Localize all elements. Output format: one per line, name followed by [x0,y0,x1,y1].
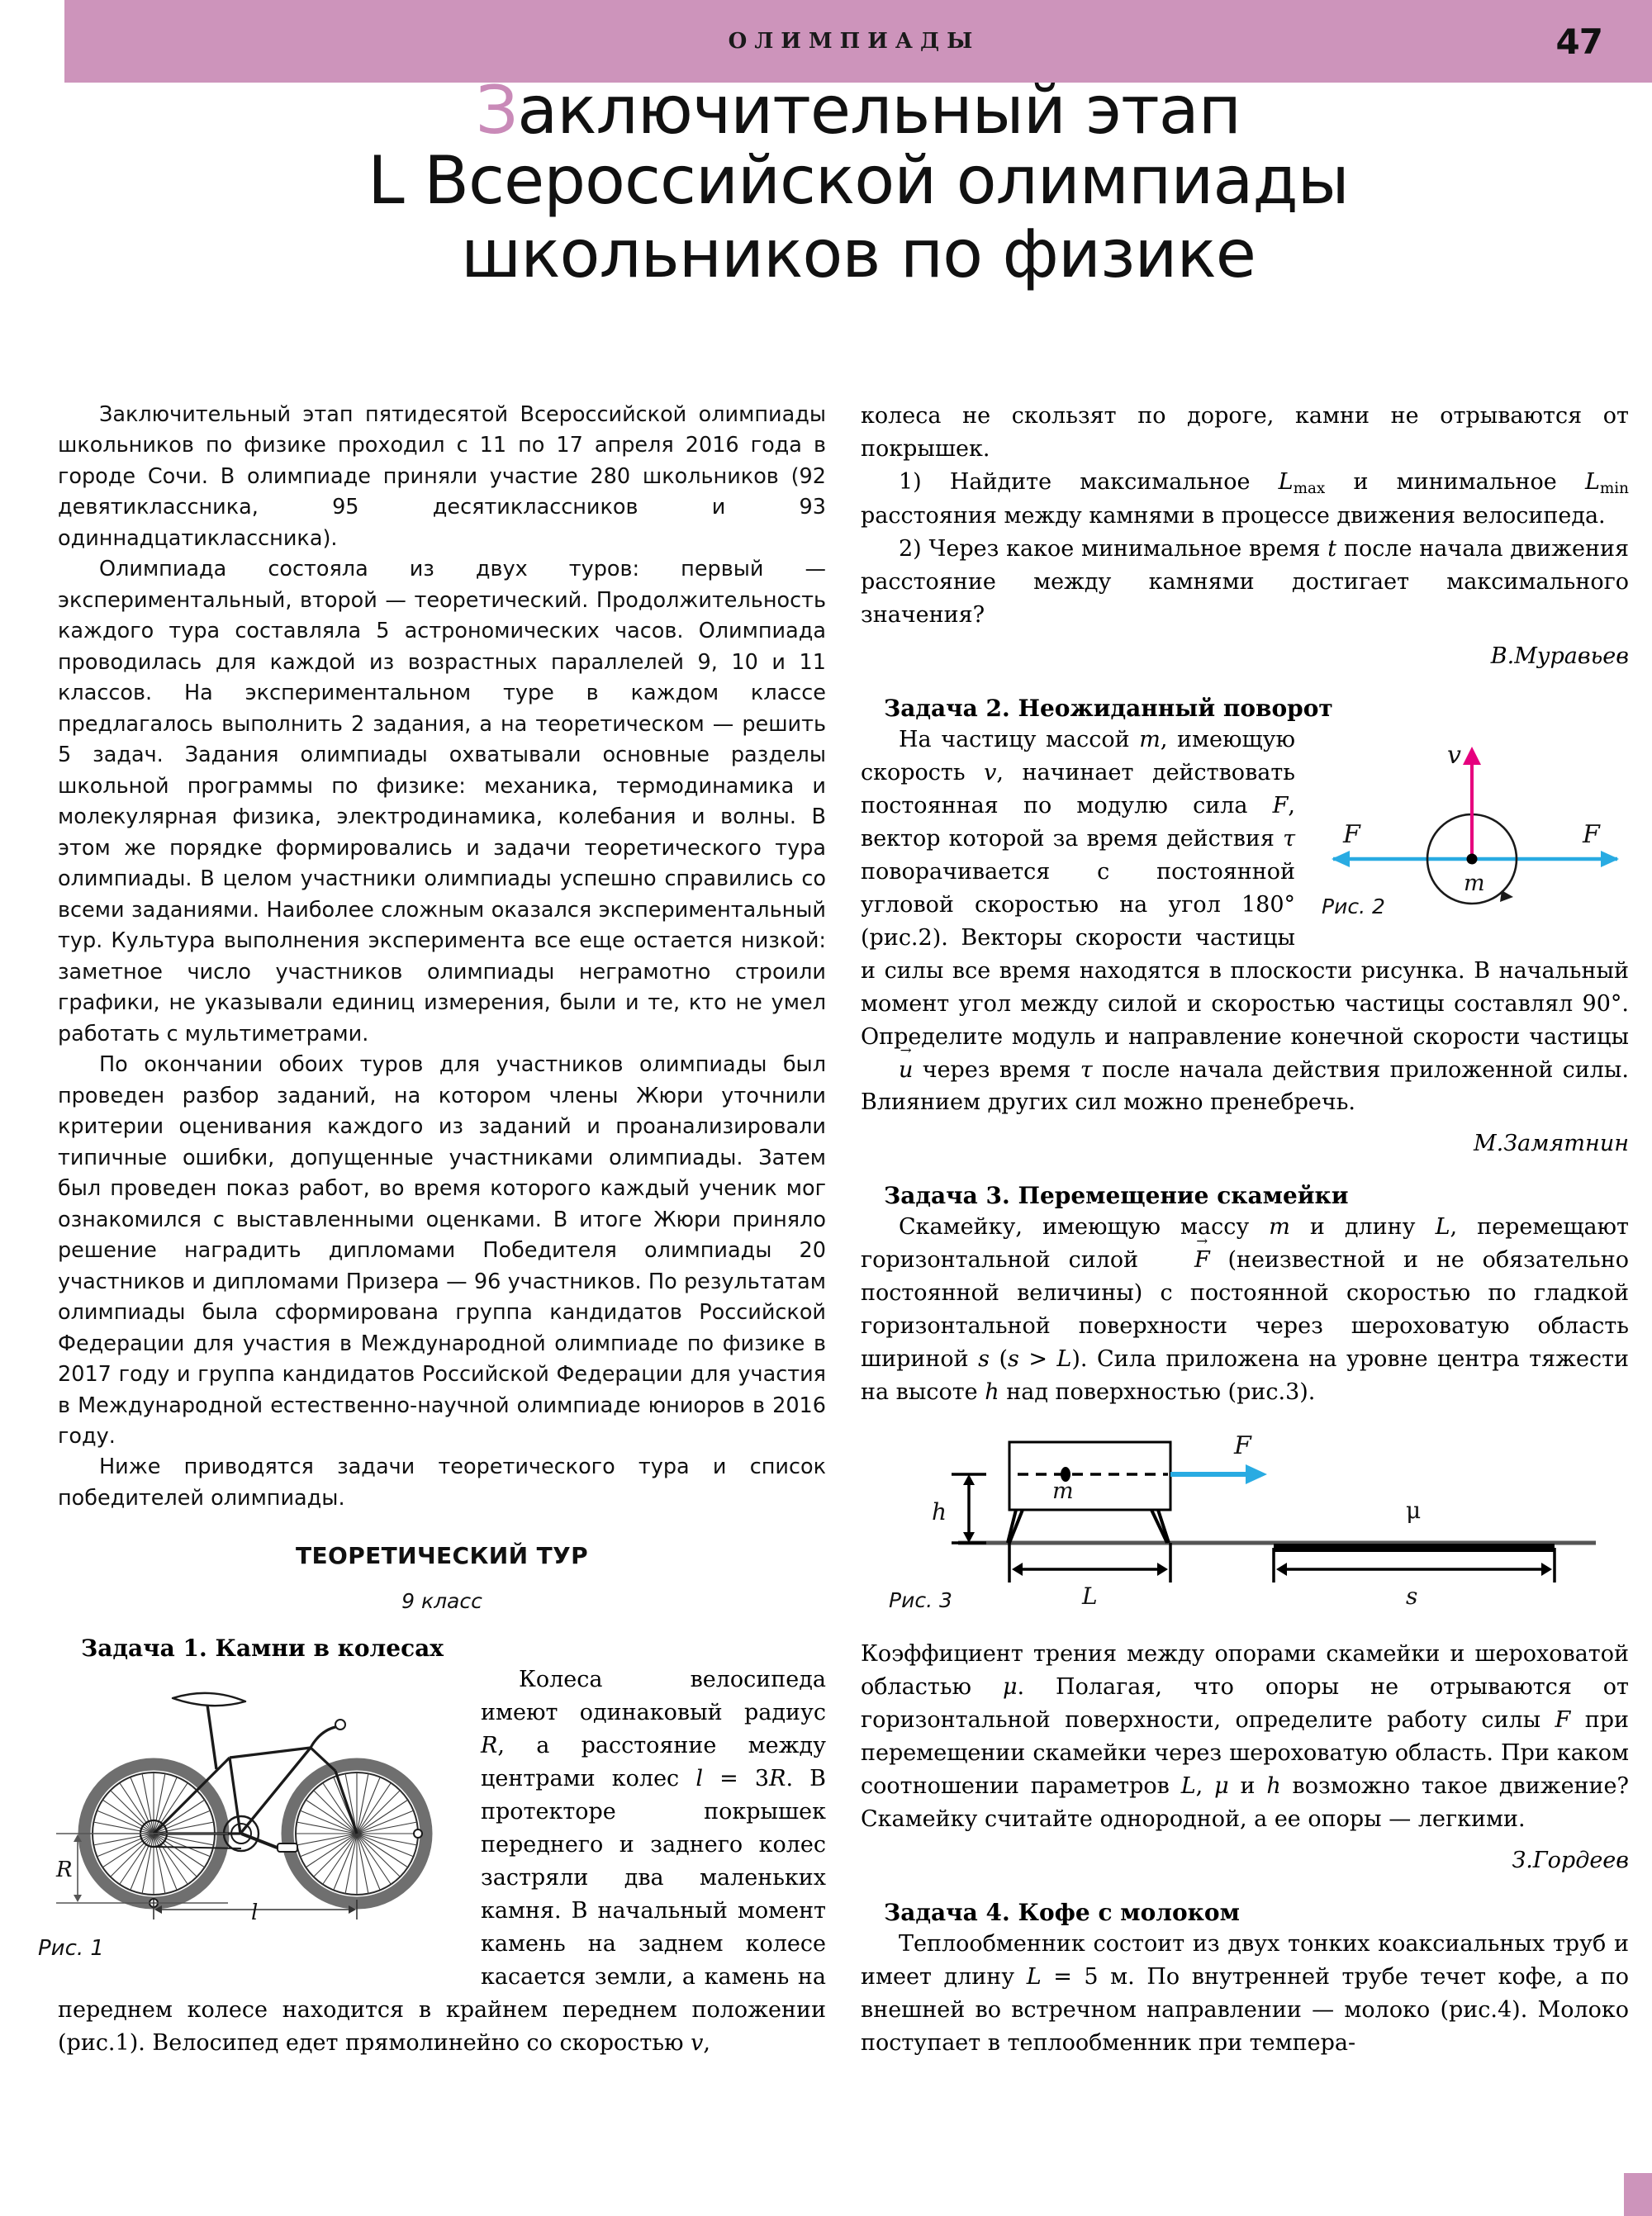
label-friction-coefficient: μ [1406,1497,1422,1525]
label-mass: m [1464,870,1485,896]
figure-2-caption: Рис. 2 [1322,894,1385,918]
force-arrow-right [1601,851,1619,867]
right-column [861,400,1629,2060]
label-wheelbase: l [251,1900,259,1920]
seat-post [207,1705,216,1769]
symbol-l: l [695,1766,703,1792]
intro-paragraph-3: По окончании обоих туров для участников олимпиады был проведен разбор заданий, на котором члены Жюри уточнили критерии оценивания каждого из заданий и проанализировали типичные ошибки, допущенные участниками олимпиады. Затем был проведен показ работ, во время которого каждый ученик мог ознакомился с выставленными оценками. В итоге Жюри приняло решение наградить дипломами Победителя олимпиады 20 участников и дипломами Призера — 96 участников. По результатам олимпиады была сформирована группа кандидатов Российской Федерации для участия в Международной олимпиаде по физике в 2017 году и группа кандидатов Российской Федерации для участия в Международной естественно-научной олимпиаде юниоров в 2016 году. [58,1052,826,1449]
front-stone [414,1829,422,1838]
title-drop-cap: З [475,72,518,149]
label-bench-mass: m [1052,1478,1074,1505]
task-2-title: Задача 2. Неожиданный поворот [884,694,1333,722]
rotation-arrowhead [1500,890,1513,902]
task-3-body [861,1211,1629,1877]
bicycle-diagram [38,1672,468,1919]
force-arrow-left [1332,851,1350,867]
page-title-line-3: школьников по физике [460,215,1256,292]
bench-friction-diagram [861,1427,1629,1613]
page-title-line-2: L Всероссийской олимпиады [368,141,1349,219]
intro-paragraph-1: Заключительный этап пятидесятой Всероссийской олимпиады школьников по физике проходил с 11 по 17 апреля 2016 года в городе Сочи. В олимпиаде приняли участие 280 школьников (92 девятиклассника, 95 десятиклассников и 93 одиннадцатиклассника). [58,402,826,551]
task-4-title: Задача 4. Кофе с молоком [884,1898,1240,1926]
task-1-paragraph: Колеса велосипеда имеют одинаковый радиус R, а расстояние между центрами колес l = 3R. В протекторе покрышек переднего и заднего колес застряли два маленьких камня. В начальный момент камень на заднем колесе касается земли, а камень на переднем колесе находится в крайнем переднем положении (рис.1). Велосипед едет прямолинейно со скоростью v, [58,1667,827,2056]
symbol-F-vector: F → [1156,1244,1210,1277]
particle-force-diagram [1310,728,1634,918]
header-kicker: ОЛИМПИАДЫ [728,29,980,54]
page-corner-mark [1624,2173,1652,2216]
handlebar [311,1726,339,1748]
figure-1 [38,1672,468,1964]
intro-paragraph-4: Ниже приводятся задачи теоретического тура и список победителей олимпиады. [58,1454,826,1511]
title-line-1-rest: аключительный этап [517,72,1241,149]
label-force-right: F [1583,819,1600,849]
intro-text-block [58,400,826,1514]
handlebar-grip [335,1720,345,1730]
task-3-author: З.Гордеев [1512,1847,1629,1873]
intro-paragraph-2: Олимпиада состояла из двух туров: первый — экспериментальный, второй — теоретический. Продолжительность каждого тура составляла 5 астрономических часов. Олимпиада проводилась для каждой из возрастных параллелей 9, 10 и 11 классов. На экспериментальном туре в каждом классе предлагалось выполнить 2 задания, а на теоретическом — решить 5 задач. Задания олимпиады охватывали основные разделы школьной программы по физике: механика, термодинамика и молекулярная физика, электродинамика, колебания и волны. В этом же порядке формировались и задачи теоретического тура олимпиады. В целом участники олимпиады успешно справились со всеми заданиями. Наиболее сложным оказался экспериментальный тур. Культура выполнения эксперимента все еще остается низкой: заметное число участников олимпиады неграмотно строили графики, не указывали единиц измерения, были и те, кто не умел работать с мультиметрами. [58,557,826,1046]
task-3-paragraph-1: Скамейку, имеющую массу m и длину L, перемещают горизонтальной силой F → (неизвестной и не обязательно постоянной величины) с постоянной скоростью по гладкой горизонтальной поверхности через шероховатую область шириной s (s > L). Сила приложена на уровне центра тяжести на высоте h над поверхностью (рис.3). [861,1211,1629,1409]
page-number: 47 [1555,21,1602,62]
dimension-bench-length [1009,1543,1170,1583]
dimension-rough-span [1274,1548,1555,1583]
bicycle-frame [154,1748,357,1834]
label-radius: R [56,1858,73,1883]
bench-body [1009,1442,1170,1510]
task-1-author: В.Муравьев [1490,643,1629,670]
task-2-author: М.Замятнин [1474,1131,1629,1157]
velocity-arrow [1463,747,1481,857]
figure-1-caption: Рис. 1 [38,1936,104,1962]
task-1-question-2: 2) Через какое минимальное время t после начала движения расстояние между камнями достигает максимального значения? [861,536,1630,629]
task-2-paragraph: На частицу массой m, имеющую скорость v, начинает действовать постоянная по модулю сила F, вектор которой за время действия τ поворачивается с постоянной угловой скоростью на угол 180° (рис.2). Векторы скорости частицы и силы все время находятся в плоскости рисунка. В начальный момент угол между силой и скоростью частицы составлял 90°. Определите модуль и направление конечной скорости частицы u → через время τ после начала действия приложенной силы. Влиянием других сил можно пренебречь. [861,724,1629,1119]
figure-3-caption: Рис. 3 [889,1588,952,1613]
label-force-left: F [1343,819,1360,849]
bench-force-arrow [1170,1464,1267,1484]
task-1-continuation [861,400,1629,673]
symbol-R: R [481,1733,498,1759]
symbol-u-vector: u → [861,1054,913,1087]
task-1-question-1: 1) Найдите максимальное $L_{max}$ и минимальное $L_{min}$ расстояния между камнями в процессе движения велосипеда. [861,468,1629,529]
figure-3 [861,1427,1629,1623]
task-1-title: Задача 1. Камни в колесах [81,1635,444,1663]
grade-label: 9 класс [401,1589,482,1614]
task-4-body [861,1928,1629,2060]
task-1-body [38,1663,827,2059]
left-column [38,400,827,2060]
label-bench-length: L [1082,1583,1098,1611]
page-header-band [64,0,1652,83]
figure-2 [1310,728,1634,928]
task-3-paragraph-2: Коэффициент трения между опорами скамейки и шероховатой областью μ. Полагая, что опоры не отрываются от горизонтальной поверхности, определите работу силы F при перемещении скамейки через шероховатую область. При каком соотношении параметров L, μ и h возможно такое движение? Скамейку считайте однородной, а ее опоры — легкими. [861,1641,1630,1832]
label-velocity: v [1447,740,1461,770]
pedal [278,1844,297,1852]
task-2-body [861,724,1629,1160]
label-bench-force: F [1234,1431,1251,1461]
theoretical-round-heading: ТЕОРЕТИЧЕСКИЙ ТУР [295,1542,589,1570]
label-bench-height: h [932,1498,947,1526]
page-title-line-1 [64,72,1652,149]
task-4-paragraph: Теплообменник состоит из двух тонких коаксиальных труб и имеет длину L = 5 м. По внутренней трубе течет кофе, а по внешней во встречном направлении — молоко (рис.4). Молоко поступает в теплообменник при темпера- [861,1930,1629,2056]
saddle [173,1693,245,1706]
mass-point [1467,853,1478,864]
label-rough-span: s [1406,1583,1418,1611]
task-1-continued-text: колеса не скользят по дороге, камни не отрываются от покрышек. [861,403,1629,462]
symbol-v: v [691,2029,704,2056]
page-title [64,72,1652,292]
task-3-title: Задача 3. Перемещение скамейки [884,1182,1349,1210]
